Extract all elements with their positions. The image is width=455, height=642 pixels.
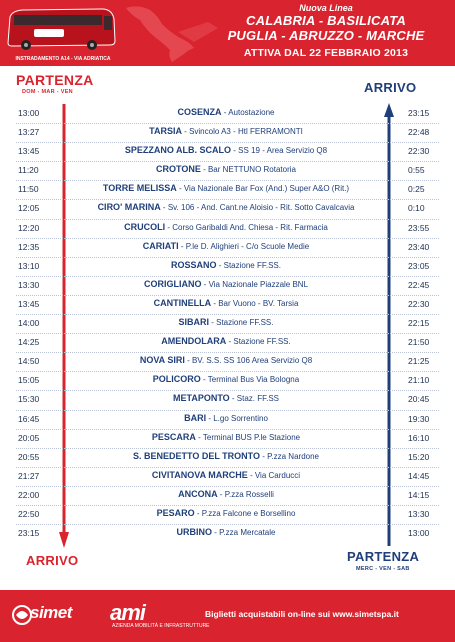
departure-time: 13:00 [18, 108, 40, 118]
stop-city: CIRO' MARINA [97, 202, 161, 213]
stop-name [72, 222, 380, 232]
stop-address: - P.zza Mercatale [212, 528, 276, 538]
table-row [0, 105, 455, 124]
stop-name [72, 355, 380, 365]
table-row [0, 411, 455, 430]
stop-city: PESARO [156, 507, 195, 518]
stop-address: - Via Nazionale Bar Fox (And.) Super A&O (Rit.) [176, 184, 350, 194]
stop-address: - L.go Sorrentino [206, 413, 268, 423]
table-row [0, 468, 455, 487]
departure-time: 13:45 [18, 298, 40, 309]
arrival-time: 23:05 [408, 260, 430, 271]
stop-city: SPEZZANO ALB. SCALO [124, 145, 232, 156]
stop-address: - Svincolo A3 - Htl FERRAMONTI [181, 127, 303, 137]
departure-time: 13:10 [18, 260, 40, 271]
stop-address: - Bar NETTUNO Rotatoria [200, 165, 296, 175]
stop-city: CIVITANOVA MARCHE [151, 469, 248, 480]
stop-city: SIBARI [178, 317, 210, 328]
arrival-label-top: ARRIVO [364, 80, 417, 95]
stop-address: - Autostazione [221, 108, 275, 117]
arrival-time: 21:50 [408, 337, 430, 348]
stop-address: - Stazione FF.SS. [216, 260, 281, 270]
stop-address: - BV. S.S. SS 106 Area Servizio Q8 [184, 356, 313, 366]
table-row [0, 506, 455, 525]
departure-time: 14:00 [18, 318, 40, 329]
departure-time: 12:35 [18, 241, 40, 252]
stop-name [72, 489, 380, 499]
stop-address: - P.le D. Alighieri - C/o Scuole Medie [178, 241, 310, 251]
stop-name [72, 107, 380, 117]
stop-name [72, 508, 380, 518]
stop-address: - Via Carducci [247, 470, 301, 480]
arrival-time: 21:10 [408, 375, 430, 386]
stop-name [72, 202, 380, 212]
table-row [0, 296, 455, 315]
arrival-time: 21:25 [408, 356, 430, 367]
ami-logo-subtitle: AZIENDA MOBILITÀ E INFRASTRUTTURE [112, 623, 210, 629]
header-banner [0, 0, 455, 66]
departure-time: 22:50 [18, 508, 40, 519]
stop-name [72, 317, 380, 327]
arrival-time: 14:15 [408, 489, 430, 500]
departure-time: 13:30 [18, 279, 40, 290]
departure-time: 14:50 [18, 356, 40, 367]
table-row [0, 220, 455, 239]
departure-days-top: DOM - MAR - VEN [22, 89, 73, 95]
departure-time: 15:05 [18, 375, 40, 386]
arrival-time: 16:10 [408, 432, 430, 443]
stop-name [72, 260, 380, 270]
stop-city: ROSSANO [171, 259, 217, 270]
departure-time: 12:20 [18, 222, 40, 233]
table-row [0, 525, 455, 544]
table-row [0, 353, 455, 372]
stop-city: ANCONA [178, 488, 218, 499]
table-row [0, 239, 455, 258]
arrival-time: 23:40 [408, 241, 430, 252]
stop-name [72, 374, 380, 384]
header-subtitle: Nuova Linea [299, 3, 353, 13]
stop-city: CORIGLIANO [143, 278, 202, 289]
stop-address: - Bar Vuono - BV. Tarsia [211, 298, 299, 308]
table-row [0, 277, 455, 296]
arrival-time: 13:30 [408, 508, 430, 519]
stop-name [72, 393, 380, 403]
stop-city: PESCARA [151, 431, 196, 442]
stop-address: - Via Nazionale Piazzale BNL [201, 279, 309, 289]
arrival-time: 23:55 [408, 222, 430, 233]
bus-illustration [4, 3, 116, 53]
stop-address: - SS 19 - Area Servizio Q8 [231, 146, 328, 156]
departure-time: 20:05 [18, 432, 40, 443]
stop-city: CROTONE [156, 164, 201, 175]
departure-time: 11:50 [18, 184, 39, 195]
stop-name [72, 126, 380, 136]
stop-address: - Stazione FF.SS. [209, 318, 274, 328]
stop-name [72, 279, 380, 289]
header-title-line2: PUGLIA - ABRUZZO - MARCHE [227, 28, 425, 43]
stop-name [72, 336, 380, 346]
stop-address: - Sv. 106 - And. Cant.ne Aloisio - Rit. Sotto Cavalcavia [160, 203, 355, 213]
stop-city: CRUCOLI [124, 221, 166, 232]
departure-time: 12:05 [18, 203, 40, 214]
departure-time: 21:27 [18, 470, 40, 481]
arrival-time: 22:45 [408, 279, 430, 290]
arrival-time: 0:55 [408, 165, 425, 176]
departure-label-top: PARTENZA [16, 72, 94, 88]
stop-city: CANTINELLA [153, 297, 212, 308]
departure-time: 23:15 [18, 528, 40, 539]
table-row [0, 162, 455, 181]
stop-address: - Corso Garibaldi And. Chiesa - Rit. Farmacia [165, 222, 328, 232]
stop-name [72, 183, 380, 193]
online-tickets-message: Biglietti acquistabili on-line sui www.simetspa.it [205, 609, 399, 619]
departure-time: 11:20 [18, 165, 39, 176]
timetable [0, 105, 455, 544]
stop-address: - Staz. FF.SS [229, 394, 279, 404]
arrival-time: 0:10 [408, 203, 425, 214]
stop-address: - Stazione FF.SS. [226, 337, 291, 347]
table-row [0, 124, 455, 143]
stop-name [72, 413, 380, 423]
footer-banner [0, 590, 455, 642]
departure-time: 15:30 [18, 394, 40, 405]
table-row [0, 372, 455, 391]
stop-name [72, 298, 380, 308]
arrival-time: 15:20 [408, 451, 430, 462]
stop-city: COSENZA [177, 107, 222, 117]
arrival-time: 0:25 [408, 184, 425, 195]
departure-days-bottom: MERC - VEN - SAB [356, 566, 410, 572]
departure-time: 13:45 [18, 146, 40, 157]
arrival-time: 22:30 [408, 298, 430, 309]
simet-logo-text: simet [30, 603, 72, 622]
ami-logo-text: ami [110, 600, 145, 625]
stop-city: URBINO [176, 527, 213, 538]
stop-city: NOVA SIRI [139, 355, 185, 366]
stop-name [72, 470, 380, 480]
arrival-label-bottom: ARRIVO [26, 553, 79, 568]
arrival-time: 19:30 [408, 413, 430, 424]
route-caption: INSTRADAMENTO A14 - VIA ADRIATICA [15, 56, 111, 62]
departure-time: 16:45 [18, 413, 40, 424]
stop-city: S. BENEDETTO DEL TRONTO [132, 450, 260, 461]
arrival-time: 22:48 [408, 127, 430, 138]
stop-address: - P.zza Nardone [260, 451, 319, 461]
arrival-time: 20:45 [408, 394, 430, 405]
table-row [0, 334, 455, 353]
stop-city: POLICORO [152, 374, 201, 385]
stop-name [72, 241, 380, 251]
table-row [0, 449, 455, 468]
departure-time: 13:27 [18, 127, 40, 138]
stop-name [72, 164, 380, 174]
table-row [0, 430, 455, 449]
stop-address: - Terminal BUS P.le Stazione [195, 432, 301, 442]
table-row [0, 258, 455, 277]
table-row [0, 143, 455, 162]
table-row [0, 315, 455, 334]
stop-name [72, 451, 380, 461]
table-row [0, 487, 455, 506]
stop-address: - P.zza Falcone e Borsellino [194, 508, 296, 518]
departure-time: 22:00 [18, 489, 40, 500]
stop-name [72, 432, 380, 442]
stop-city: AMENDOLARA [161, 336, 227, 347]
active-date: ATTIVA DAL 22 FEBBRAIO 2013 [243, 47, 409, 59]
header-title-line1: CALABRIA - BASILICATA [246, 13, 406, 28]
table-row [0, 181, 455, 200]
stop-address: - P.zza Rosselli [217, 489, 274, 499]
stop-city: TARSIA [149, 126, 182, 137]
departure-label-bottom: PARTENZA [347, 549, 420, 564]
arrival-time: 23:15 [408, 108, 430, 118]
stop-address: - Terminal Bus Via Bologna [200, 375, 300, 385]
arrival-time: 22:15 [408, 318, 430, 329]
stop-city: METAPONTO [172, 393, 230, 404]
arrival-time: 13:00 [408, 528, 430, 539]
stop-city: CARIATI [142, 240, 179, 251]
stop-name [72, 527, 380, 537]
arrival-time: 14:45 [408, 470, 430, 481]
table-row [0, 200, 455, 219]
stop-city: BARI [184, 412, 207, 423]
departure-time: 14:25 [18, 337, 40, 348]
stop-city: TORRE MELISSA [102, 183, 177, 194]
departure-time: 20:55 [18, 451, 40, 462]
table-row [0, 391, 455, 410]
arrival-time: 22:30 [408, 146, 430, 157]
stop-name [72, 145, 380, 155]
